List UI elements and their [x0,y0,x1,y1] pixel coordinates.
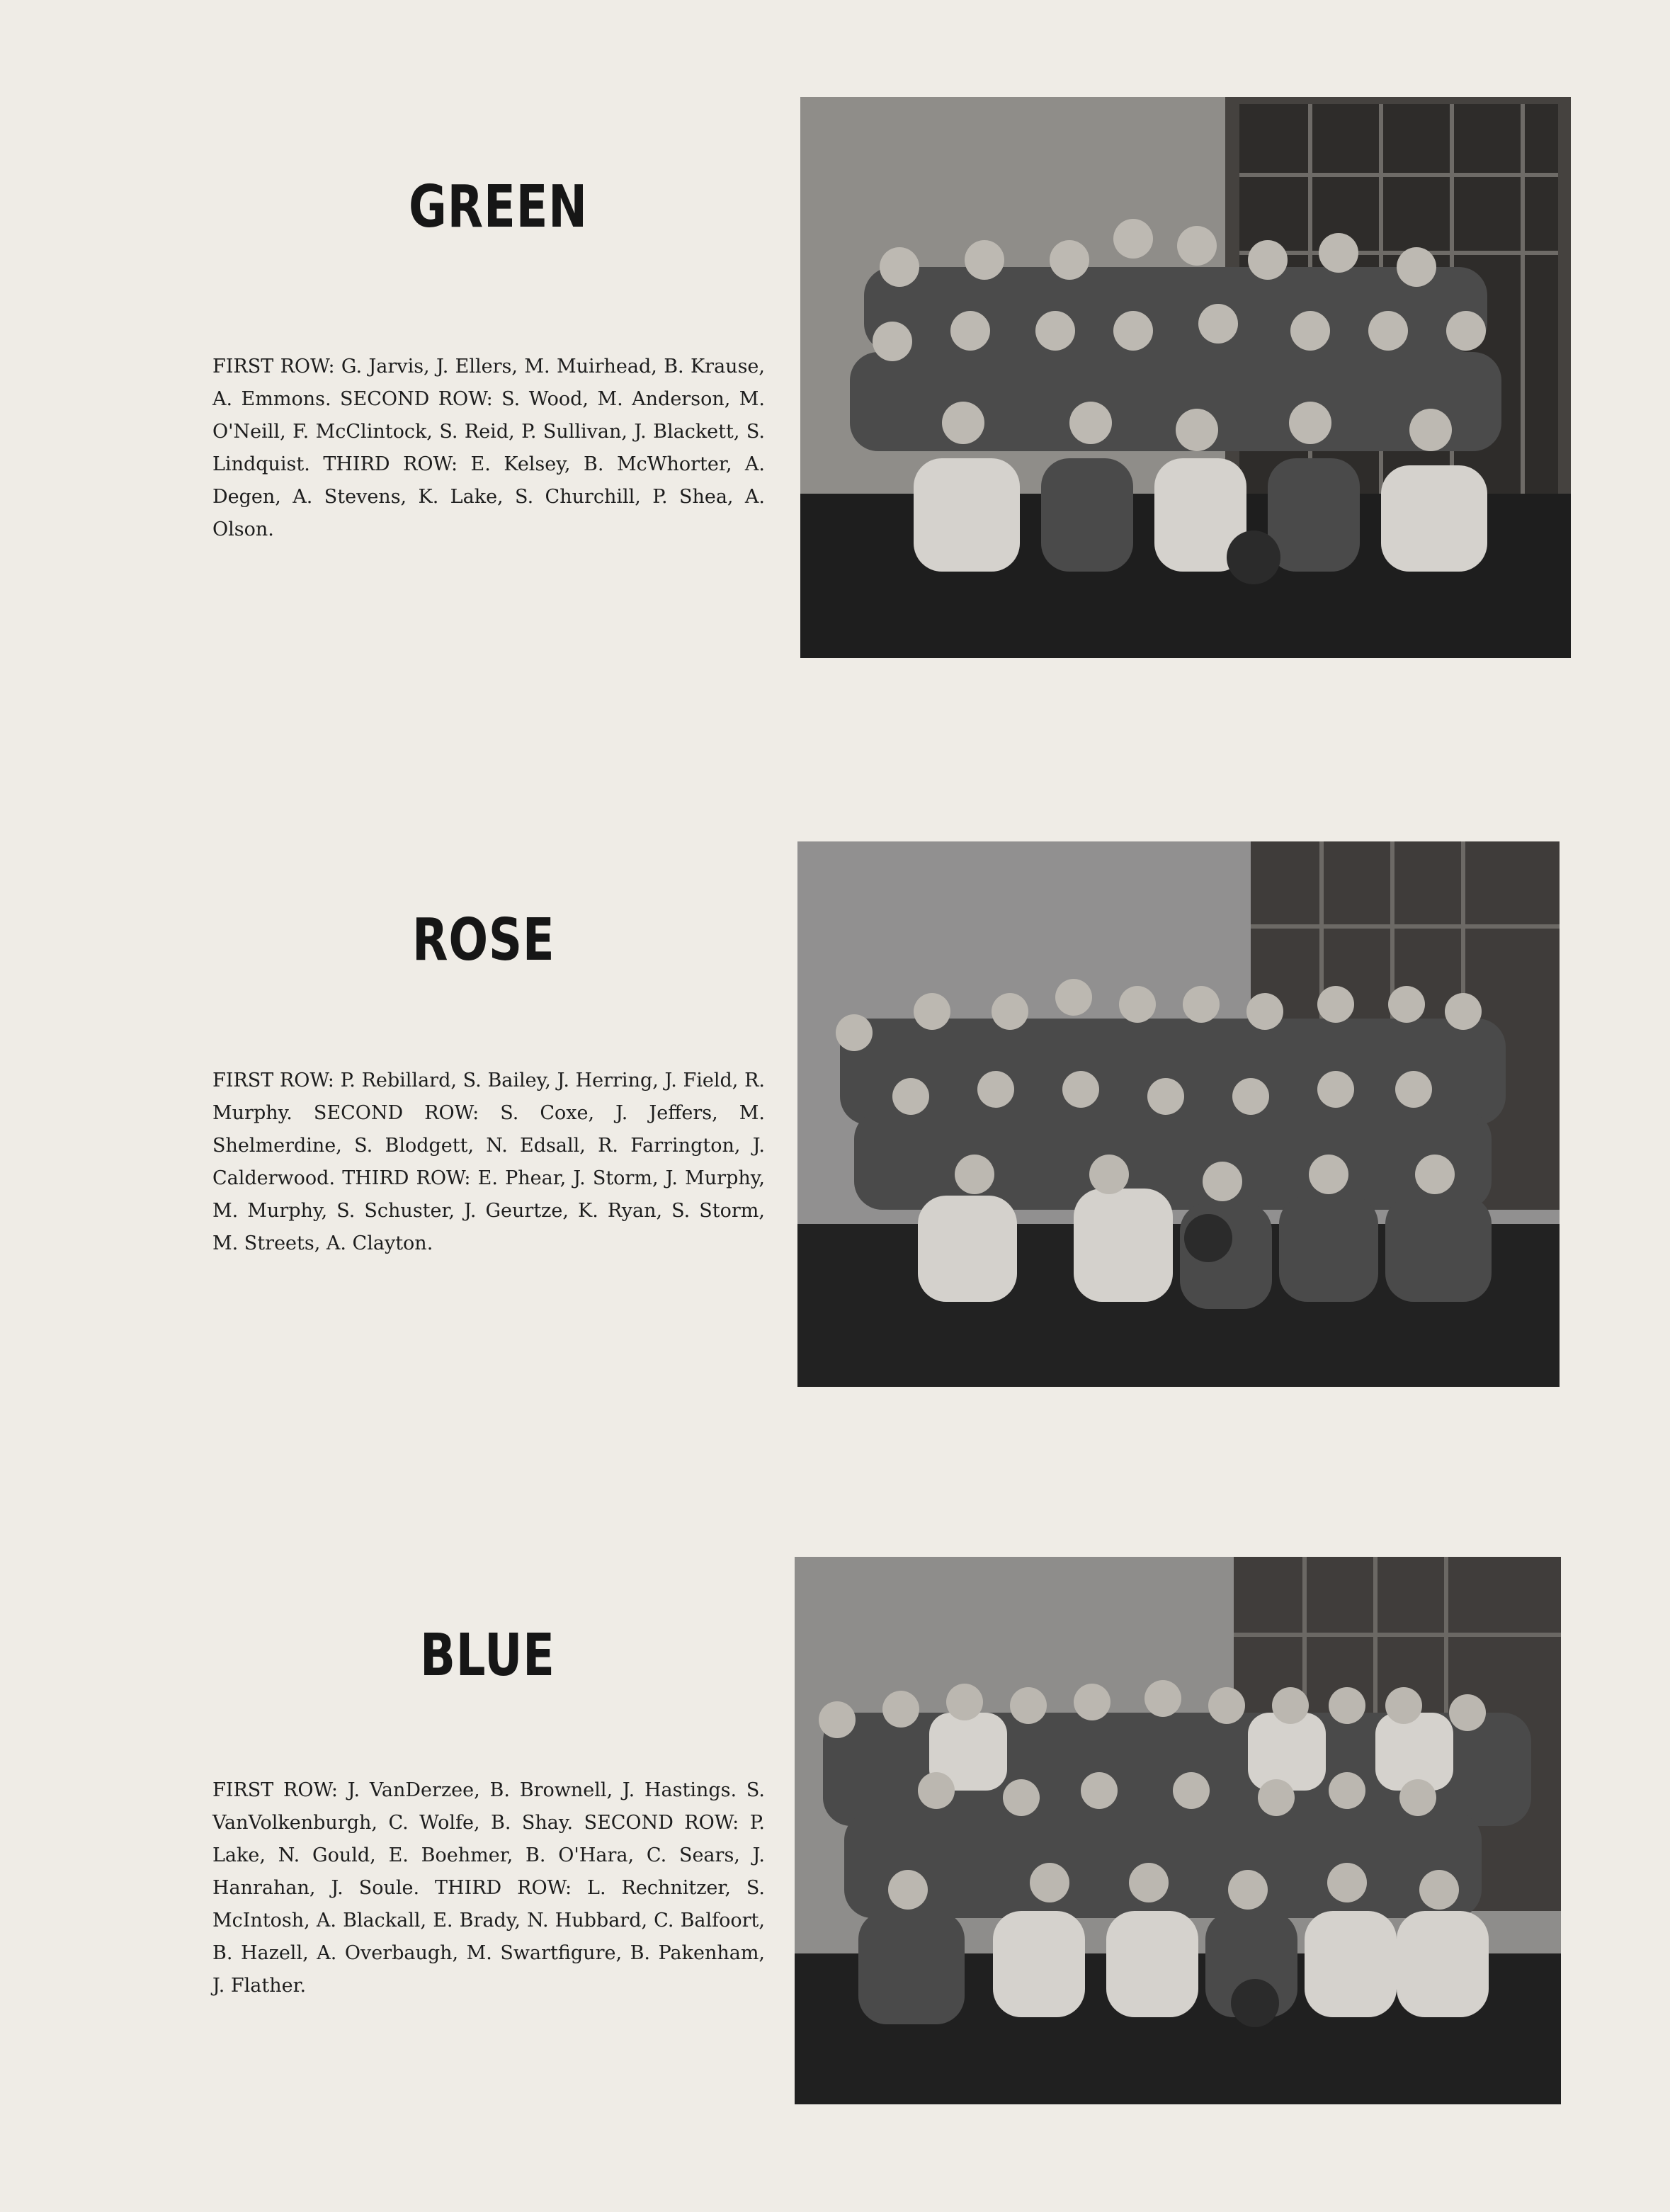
team-title-blue: BLUE [420,1622,555,1689]
team-title-green: GREEN [409,174,588,241]
section-rose [0,708,1670,1452]
team-photo-blue-image [795,1557,1561,2104]
team-caption-blue: FIRST ROW: J. VanDerzee, B. Brownell, J. Hastings. S. VanVolkenburgh, C. Wolfe, B. Shay. SECOND ROW: P. Lake, N. Gould, E. Boehmer, B. O'Hara, C. Sears, J. Hanrahan, J. Soule. THIRD ROW: L. Rechnitzer, S. McIntosh, A. Blackall, E. Brady, N. Hubbard, C. Balfoort, B. Hazell, A. Overbaugh, M. Swartfigure, B. Pakenham, J. Flather. [212,1779,765,1997]
team-title-rose: ROSE [412,907,555,974]
section-blue [0,1452,1670,2212]
section-green [0,0,1670,708]
team-caption-rose: FIRST ROW: P. Rebillard, S. Bailey, J. Herring, J. Field, R. Murphy. SECOND ROW: S. Coxe, J. Jeffers, M. Shelmerdine, S. Blodgett, N. Edsall, R. Farrington, J. Calderwood. THIRD ROW: E. Phear, J. Storm, J. Murphy, M. Murphy, S. Schuster, J. Geurtze, K. Ryan, S. Storm, M. Streets, A. Clayton. [212,1070,765,1254]
team-photo-green [800,97,1571,658]
team-photo-blue [795,1557,1561,2104]
team-photo-rose-image [797,841,1560,1387]
team-photo-green-image [800,97,1571,658]
team-photo-rose [797,841,1560,1387]
team-caption-green: FIRST ROW: G. Jarvis, J. Ellers, M. Muirhead, B. Krause, A. Emmons. SECOND ROW: S. Wood, M. Anderson, M. O'Neill, F. McClintock, S. Reid, P. Sullivan, J. Blackett, S. Lindquist. THIRD ROW: E. Kelsey, B. McWhorter, A. Degen, A. Stevens, K. Lake, S. Churchill, P. Shea, A. Olson. [212,356,765,540]
